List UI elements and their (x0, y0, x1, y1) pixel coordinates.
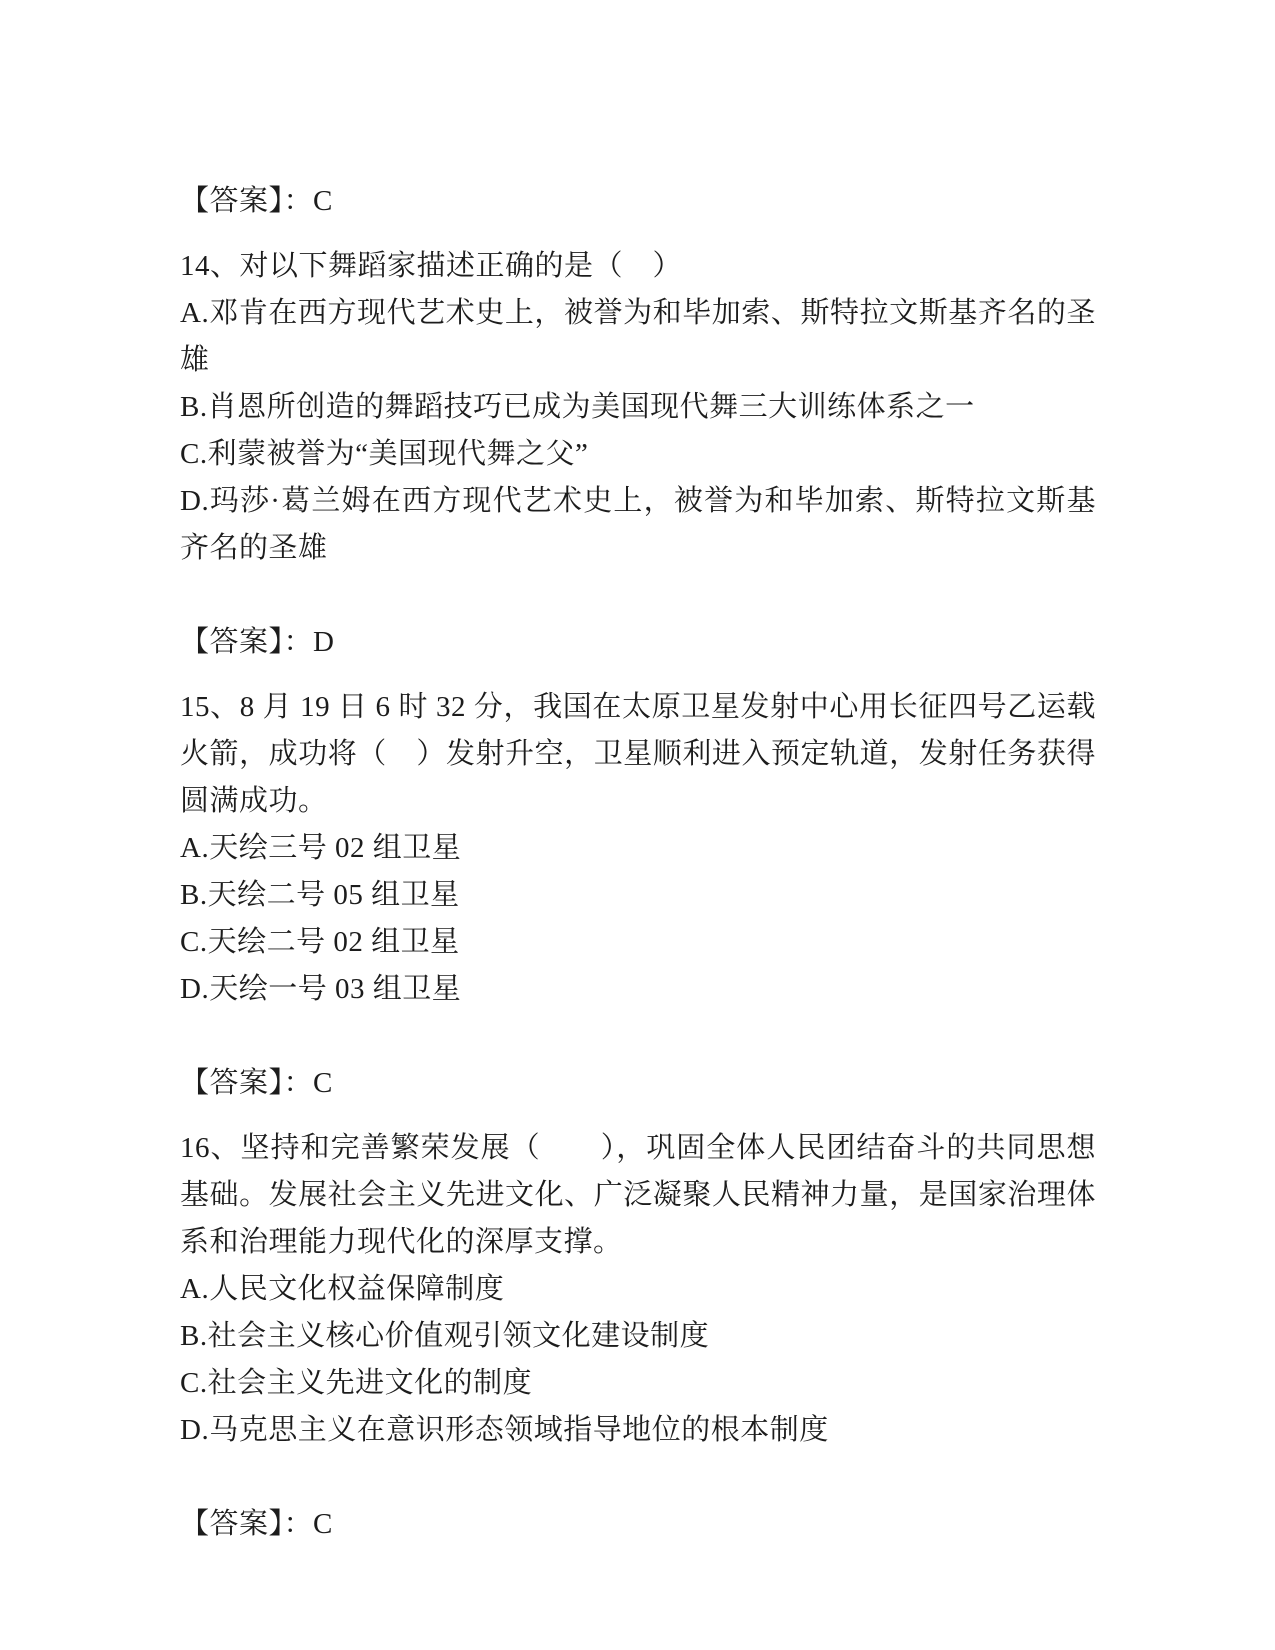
question-option-a: A.邓肯在西方现代艺术史上，被誉为和毕加索、斯特拉文斯基齐名的圣雄 (180, 297, 1096, 376)
question-option-b: B.天绘二号 05 组卫星 (180, 879, 460, 911)
question-option-a: A.人民文化权益保障制度 (180, 1273, 505, 1305)
question-option-d: D.天绘一号 03 组卫星 (180, 973, 462, 1005)
question-option-c: C.社会主义先进文化的制度 (180, 1367, 533, 1399)
answer-line-q14: 【答案】：D (180, 626, 335, 658)
answer-line-q15: 【答案】：C (180, 1067, 333, 1099)
question-16 (180, 1125, 1096, 1454)
question-option-a: A.天绘三号 02 组卫星 (180, 832, 462, 864)
exam-content (180, 178, 1096, 1566)
question-stem: 14、对以下舞蹈家描述正确的是（ ） (180, 250, 683, 282)
question-stem: 15、8 月 19 日 6 时 32 分，我国在太原卫星发射中心用长征四号乙运载火箭，成功将（ ）发射升空，卫星顺利进入预定轨道，发射任务获得圆满成功。 (180, 691, 1096, 817)
question-14 (180, 243, 1096, 572)
question-option-d: D.马克思主义在意识形态领域指导地位的根本制度 (180, 1414, 829, 1446)
question-option-b: B.社会主义核心价值观引领文化建设制度 (180, 1320, 710, 1352)
question-15 (180, 684, 1096, 1013)
question-option-c: C.天绘二号 02 组卫星 (180, 926, 460, 958)
answer-line-q13: 【答案】：C (180, 185, 333, 217)
question-option-b: B.肖恩所创造的舞蹈技巧已成为美国现代舞三大训练体系之一 (180, 391, 975, 423)
answer-line-q16: 【答案】：C (180, 1508, 333, 1540)
question-stem: 16、坚持和完善繁荣发展（ ），巩固全体人民团结奋斗的共同思想基础。发展社会主义先进文化、广泛凝聚人民精神力量，是国家治理体系和治理能力现代化的深厚支撑。 (180, 1132, 1096, 1258)
question-option-d: D.玛莎·葛兰姆在西方现代艺术史上，被誉为和毕加索、斯特拉文斯基齐名的圣雄 (180, 485, 1096, 564)
question-option-c: C.利蒙被誉为“美国现代舞之父” (180, 438, 589, 470)
